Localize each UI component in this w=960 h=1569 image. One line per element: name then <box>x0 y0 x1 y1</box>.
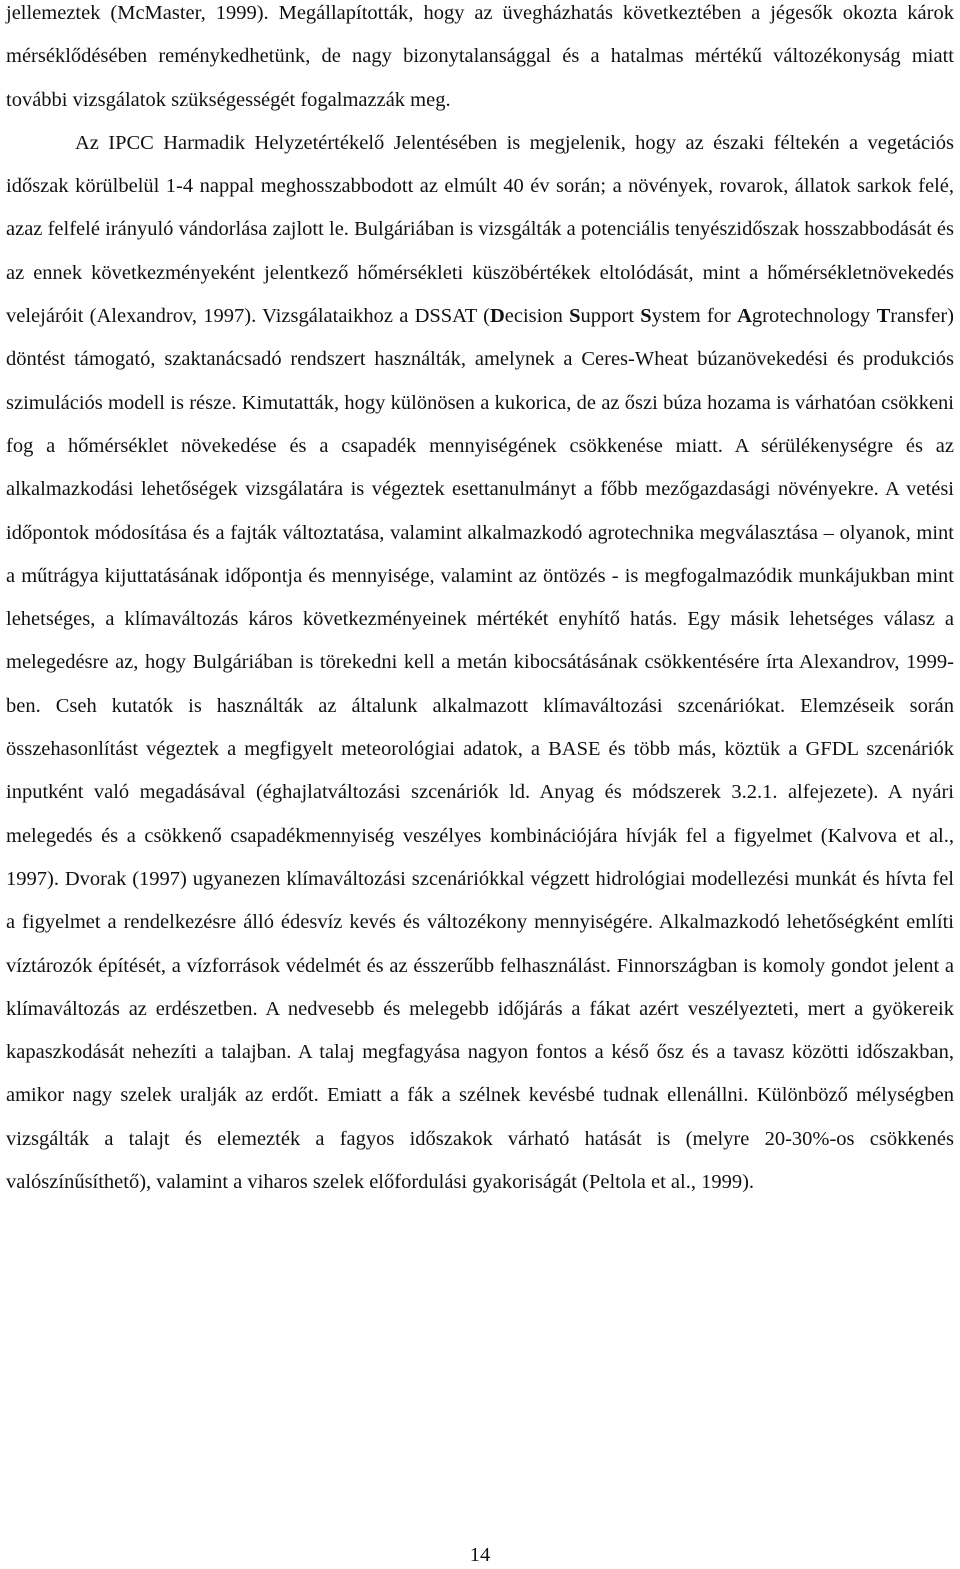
acronym-word-decision: ecision <box>504 305 570 328</box>
page-number: 14 <box>469 1544 491 1566</box>
acronym-letter-s: S <box>569 305 581 328</box>
acronym-word-system: ystem for <box>651 305 738 328</box>
acronym-letter-s2: S <box>640 305 652 328</box>
paragraph-2-text-a: Az IPCC Harmadik Helyzetértékelő Jelentésében is megjelenik, hogy az északi féltekén a vegetációs időszak körülbelül 1-4 nappal meghosszabbodott az elmúlt 40 év során; a növények, rovarok, állatok sarkok felé, azaz felfelé irányuló vándorlása zajlott le. Bulgáriában is vizsgálták a potenciális tenyészidőszak hosszabbodását és az ennek következményeként jelentkező hőmérsékleti küszöbértékek eltolódását, mint a hőmérsékletnövekedés velejáróit (Alexandrov, 1997). Vizsgálataikhoz a DSSAT ( <box>6 131 954 328</box>
body-paragraph <box>6 0 954 1204</box>
acronym-letter-d: D <box>489 305 505 328</box>
acronym-word-support: upport <box>580 305 641 328</box>
paragraph-1-text: jellemeztek (McMaster, 1999). Megállapították, hogy az üvegházhatás következtében a jégesők okozta károk mérséklődésében reménykedhetünk, de nagy bizonytalansággal és a hatalmas mértékű változékonyság miatt további vizsgálatok szükségességét fogalmazzák meg. <box>6 2 954 111</box>
paragraph-2-text-b: ransfer) döntést támogató, szaktanácsadó rendszert használták, amelynek a Ceres-Wheat búzanövekedési és produkciós szimulációs modell is része. Kimutatták, hogy különösen a kukorica, de az őszi búza hozama is várhatóan csökkeni fog a hőmérséklet növekedése és a csapadék mennyiségének csökkenése miatt. A sérülékenységre és az alkalmazkodási lehetőségek vizsgálatára is végeztek esettanulmányt a főbb mezőgazdasági növényekre. A vetési időpontok módosítása és a fajták változtatása, valamint alkalmazkodó agrotechnika megválasztása – olyanok, mint a műtrágya kijuttatásának időpontja és mennyisége, valamint az öntözés - is megfogalmazódik munkájukban mint lehetséges, a klímaváltozás káros következményeinek mértékét enyhítő hatás. Egy másik lehetséges válasz a melegedésre az, hogy Bulgáriában is törekedni kell a metán kibocsátásának csökkentésére írta Alexandrov, 1999-ben. Cseh kutatók is használták az általunk alkalmazott klímaváltozási szcenáriókat. Elemzéseik során összehasonlítást végeztek a megfigyelt meteorológiai adatok, a BASE és több más, köztük a GFDL szcenáriók inputként való megadásával (éghajlatváltozási szcenáriók ld. Anyag és módszerek 3.2.1. alfejezete). A nyári melegedés és a csökkenő csapadékmennyiség veszélyes kombinációjára hívják fel a figyelmet (Kalvova et al., 1997). Dvorak (1997) ugyanezen klímaváltozási szcenáriókkal végzett hidrológiai modellezési munkát és hívta fel a figyelmet a rendelkezésre álló édesvíz kevés és változékony mennyiségére. Alkalmazkodó lehetőségként említi víztározók építését, a vízforrások védelmét és az ésszerűbb felhasználást. Finnországban is komoly gondot jelent a klímaváltozás az erdészetben. A nedvesebb és melegebb időjárás a fákat azért veszélyezteti, mert a gyökereik kapaszkodását nehezíti a talajban. A talaj megfagyása nagyon fontos a késő ősz és a tavasz közötti időszakban, amikor nagy szelek uralják az erdőt. Emiatt a fák a szélnek kevésbé tudnak ellenállni. Különböző mélységben vizsgálták a talajt és elemezték a fagyos időszakok várható hatását is (melyre 20-30%-os csökkenés valószínűsíthető), valamint a viharos szelek előfordulási gyakoriságát (Peltola et al., 1999). <box>6 305 954 1194</box>
acronym-letter-t: T <box>876 305 891 328</box>
document-page <box>6 0 954 1569</box>
acronym-word-agrotechnology: grotechnology <box>751 305 877 328</box>
acronym-letter-a: A <box>737 305 752 328</box>
